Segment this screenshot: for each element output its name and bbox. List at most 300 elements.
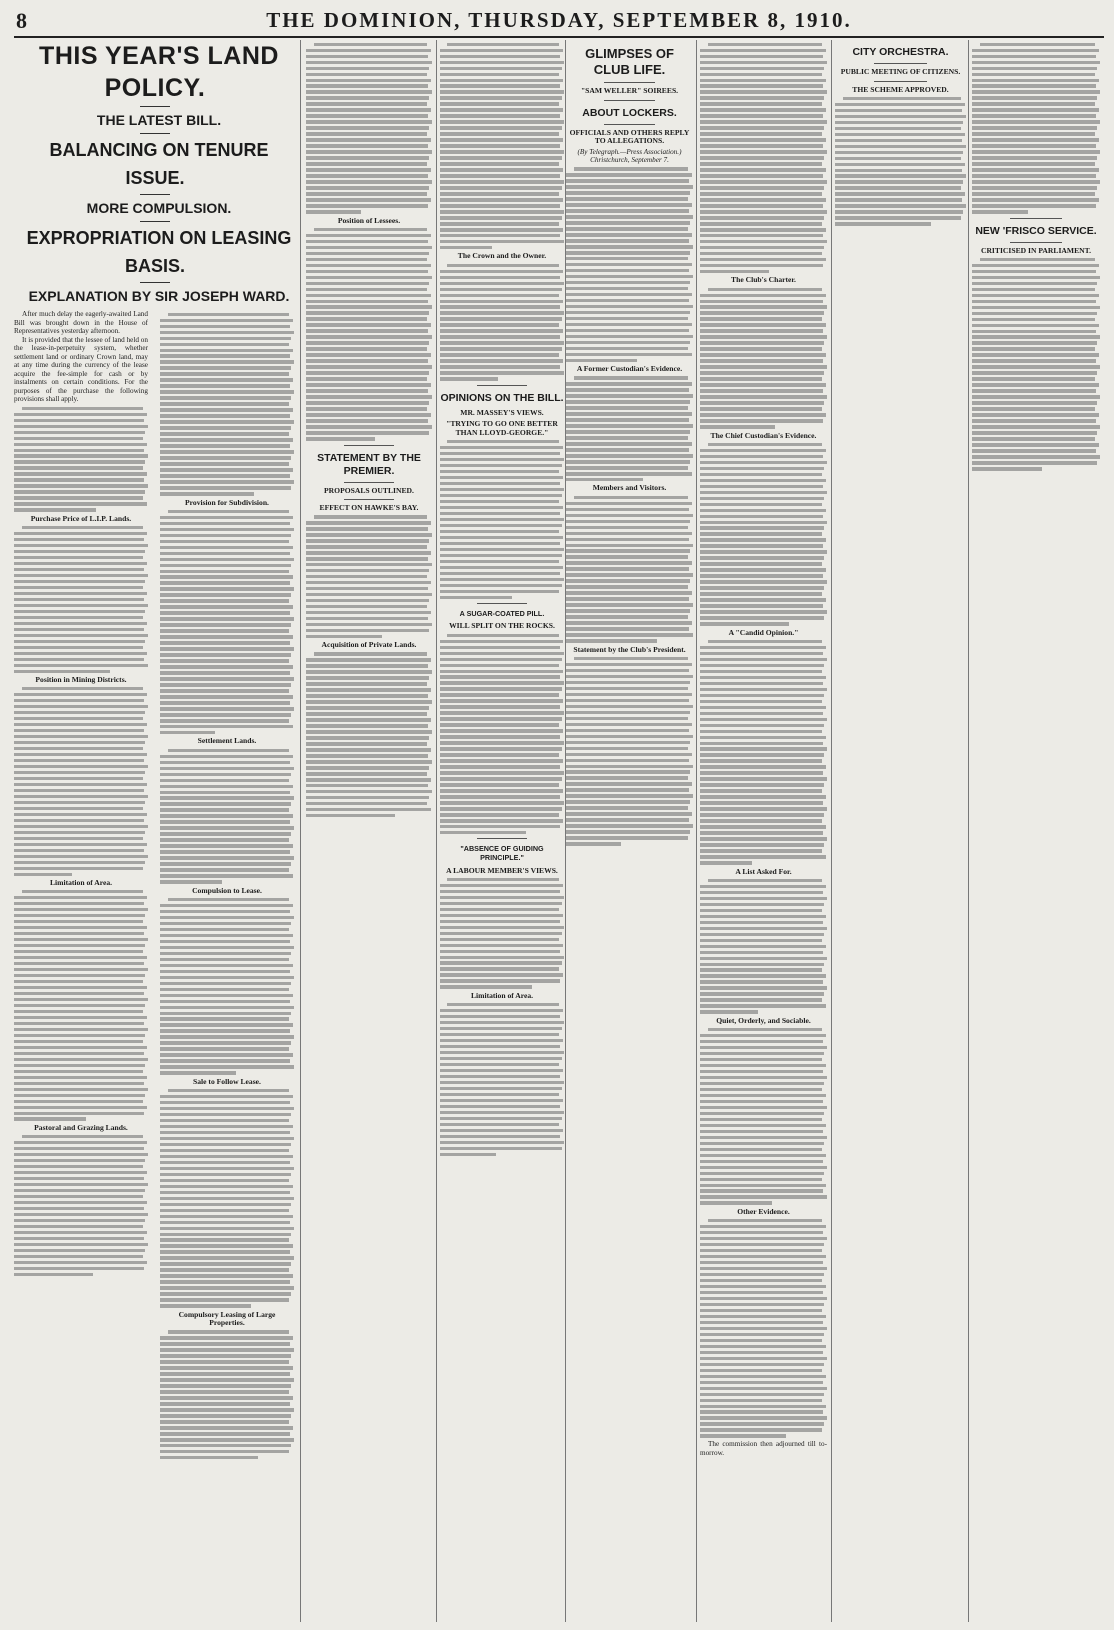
text-line	[972, 132, 1095, 135]
text-line	[700, 174, 823, 177]
text-line	[14, 472, 147, 475]
text-line	[566, 597, 689, 600]
text-line	[566, 735, 693, 738]
text-line	[440, 884, 563, 887]
text-line	[566, 711, 690, 714]
text-line	[835, 180, 963, 183]
text-line	[14, 699, 144, 702]
text-line	[440, 985, 532, 988]
text-line	[708, 1028, 822, 1031]
text-line	[440, 84, 560, 87]
text-line	[306, 204, 428, 207]
text-line	[14, 550, 145, 553]
subhead-former-custodian: A Former Custodian's Evidence.	[576, 364, 683, 374]
text-line	[972, 204, 1096, 207]
text-line	[14, 837, 143, 840]
text-line	[972, 288, 1095, 291]
text-line	[306, 599, 429, 602]
text-line	[160, 1173, 291, 1176]
text-line	[700, 550, 827, 553]
text-line	[160, 396, 291, 399]
text-line	[306, 144, 428, 147]
text-line	[160, 1396, 293, 1399]
text-line	[972, 186, 1097, 189]
text-line	[440, 938, 559, 941]
text-line	[700, 1058, 822, 1061]
text-line	[306, 365, 432, 368]
text-line	[566, 836, 688, 839]
text-line	[700, 186, 824, 189]
text-line	[160, 1107, 294, 1110]
text-line	[160, 952, 291, 955]
text-line	[306, 539, 429, 542]
text-line	[160, 880, 222, 883]
text-line	[440, 1093, 559, 1096]
text-line	[160, 868, 289, 871]
text-line	[566, 788, 689, 791]
text-line	[160, 946, 294, 949]
text-line	[972, 102, 1095, 105]
text-line	[700, 646, 826, 649]
text-line	[700, 957, 827, 960]
body-text	[700, 879, 827, 1014]
text-line	[700, 485, 823, 488]
text-line	[566, 514, 693, 517]
text-line	[708, 443, 822, 446]
text-line	[306, 270, 428, 273]
text-line	[14, 932, 144, 935]
text-line	[306, 575, 427, 578]
text-line	[700, 491, 827, 494]
text-line	[160, 528, 294, 531]
text-line	[700, 1339, 822, 1342]
text-line	[160, 1155, 293, 1158]
text-line	[700, 1195, 827, 1198]
text-line	[700, 532, 822, 535]
orchestra-title: CITY ORCHESTRA.	[852, 46, 949, 58]
text-line	[700, 359, 823, 362]
text-line	[160, 802, 291, 805]
text-line	[566, 806, 688, 809]
body-text	[160, 1330, 294, 1459]
text-line	[440, 276, 560, 279]
text-line	[14, 1058, 148, 1061]
subhead-subdivision: Provision for Subdivision.	[185, 497, 269, 507]
text-line	[980, 43, 1095, 46]
text-line	[700, 789, 822, 792]
text-line	[700, 1237, 827, 1240]
text-line	[306, 73, 427, 76]
text-line	[306, 114, 428, 117]
text-line	[566, 275, 693, 278]
text-line	[160, 856, 294, 859]
subhead-compulsory-large: Compulsory Leasing of Large Properties.	[178, 1309, 276, 1328]
text-line	[972, 341, 1097, 344]
text-line	[440, 890, 560, 893]
text-line	[160, 402, 289, 405]
text-line	[440, 1081, 564, 1084]
text-line	[440, 323, 559, 326]
text-line	[14, 478, 144, 481]
text-line	[972, 389, 1096, 392]
text-line	[566, 699, 689, 702]
text-line	[566, 747, 688, 750]
text-line	[306, 329, 428, 332]
text-line	[314, 228, 427, 231]
text-line	[700, 1225, 826, 1228]
subhead-members-visitors: Members and Visitors.	[592, 483, 667, 493]
text-line	[574, 167, 688, 170]
text-line	[440, 699, 563, 702]
text-line	[700, 783, 824, 786]
text-line	[440, 670, 563, 673]
text-line	[700, 1064, 826, 1067]
text-line	[22, 526, 143, 529]
text-line	[14, 1010, 143, 1013]
text-line	[160, 1167, 294, 1170]
body-text	[700, 443, 827, 626]
text-line	[566, 472, 692, 475]
text-line	[700, 419, 823, 422]
text-line	[160, 832, 291, 835]
text-line	[700, 694, 824, 697]
text-line	[700, 515, 823, 518]
text-line	[566, 675, 693, 678]
text-line	[306, 814, 395, 817]
text-line	[440, 216, 562, 219]
text-line	[700, 1142, 824, 1145]
text-line	[566, 388, 689, 391]
text-line	[700, 538, 826, 541]
text-line	[306, 377, 427, 380]
text-line	[835, 222, 931, 225]
text-line	[160, 1280, 290, 1283]
text-line	[835, 186, 961, 189]
text-line	[700, 1082, 824, 1085]
text-line	[14, 962, 144, 965]
text-line	[14, 801, 145, 804]
divider	[874, 81, 926, 82]
text-line	[700, 198, 826, 201]
text-line	[566, 311, 690, 314]
text-line	[700, 1297, 827, 1300]
text-line	[14, 1022, 144, 1025]
text-line	[306, 808, 431, 811]
club-life-article	[566, 40, 693, 1626]
text-line	[160, 677, 294, 680]
text-line	[700, 586, 824, 589]
text-line	[160, 988, 289, 991]
text-line	[160, 1185, 293, 1188]
text-line	[160, 826, 294, 829]
text-line	[700, 1154, 826, 1157]
body-text	[566, 657, 693, 846]
body-text	[306, 652, 432, 817]
text-line	[700, 120, 827, 123]
text-line	[160, 570, 289, 573]
text-line	[306, 180, 432, 183]
divider	[604, 100, 655, 101]
text-line	[700, 795, 826, 798]
text-line	[972, 144, 1096, 147]
text-line	[566, 753, 692, 756]
text-line	[14, 1070, 143, 1073]
text-line	[700, 861, 752, 864]
text-line	[306, 174, 428, 177]
text-line	[440, 717, 562, 720]
text-line	[160, 1244, 293, 1247]
text-line	[700, 1166, 827, 1169]
text-line	[440, 711, 564, 714]
text-line	[160, 564, 291, 567]
text-line	[314, 43, 427, 46]
text-line	[440, 753, 559, 756]
text-line	[440, 1009, 563, 1012]
text-line	[160, 486, 291, 489]
text-line	[700, 341, 824, 344]
text-line	[700, 1178, 822, 1181]
text-line	[700, 945, 826, 948]
text-line	[700, 556, 824, 559]
text-line	[700, 813, 824, 816]
text-line	[972, 174, 1096, 177]
pill-title: A SUGAR-COATED PILL.	[459, 608, 545, 618]
text-line	[160, 1071, 236, 1074]
text-line	[700, 1309, 822, 1312]
text-line	[440, 222, 559, 225]
text-line	[160, 1456, 258, 1459]
text-line	[440, 664, 559, 667]
text-line	[566, 579, 690, 582]
text-line	[700, 1357, 827, 1360]
text-line	[440, 1045, 560, 1048]
text-line	[14, 777, 143, 780]
text-line	[566, 466, 688, 469]
text-line	[160, 623, 291, 626]
text-line	[160, 683, 291, 686]
text-line	[972, 401, 1097, 404]
text-line	[160, 647, 294, 650]
text-line	[700, 747, 827, 750]
text-line	[14, 1189, 145, 1192]
text-line	[566, 185, 693, 188]
body-text	[700, 288, 827, 429]
text-line	[160, 1450, 289, 1453]
text-line	[160, 970, 290, 973]
text-line	[440, 347, 562, 350]
text-line	[14, 610, 145, 613]
text-line	[440, 506, 563, 509]
text-line	[306, 700, 432, 703]
text-line	[700, 730, 822, 733]
text-line	[160, 659, 289, 662]
subhead-president: Statement by the Club's President.	[573, 644, 686, 654]
text-line	[440, 494, 562, 497]
text-line	[440, 335, 560, 338]
text-line	[566, 197, 688, 200]
text-line	[160, 575, 293, 578]
text-line	[14, 1147, 144, 1150]
text-line	[700, 258, 826, 261]
body-text	[700, 1219, 827, 1438]
text-line	[160, 982, 291, 985]
text-line	[972, 79, 1099, 82]
text-line	[972, 365, 1100, 368]
text-line	[306, 383, 431, 386]
subhead-settlement: Settlement Lands.	[197, 736, 257, 746]
text-line	[972, 120, 1100, 123]
text-line	[566, 603, 693, 606]
text-line	[306, 311, 429, 314]
text-line	[160, 516, 293, 519]
text-line	[440, 294, 559, 297]
text-line	[972, 383, 1099, 386]
land-policy-subcolumn-right	[160, 310, 294, 1622]
text-line	[160, 1006, 294, 1009]
text-line	[160, 546, 293, 549]
text-line	[306, 186, 429, 189]
body-text	[972, 258, 1100, 471]
text-line	[160, 372, 289, 375]
text-line	[160, 1215, 293, 1218]
text-line	[160, 1131, 290, 1134]
text-line	[700, 401, 824, 404]
subhead-candid-opinion: A "Candid Opinion."	[728, 627, 799, 637]
text-line	[306, 162, 427, 165]
text-line	[440, 55, 560, 58]
text-line	[14, 729, 144, 732]
text-line	[160, 1203, 291, 1206]
text-line	[306, 748, 431, 751]
text-line	[700, 736, 826, 739]
text-line	[14, 717, 143, 720]
text-line	[440, 49, 563, 52]
body-text	[566, 376, 693, 481]
text-line	[566, 359, 637, 362]
text-line	[700, 1422, 824, 1425]
text-line	[306, 772, 427, 775]
text-line	[160, 354, 290, 357]
text-line	[306, 210, 361, 213]
text-line	[160, 934, 293, 937]
text-line	[972, 413, 1099, 416]
text-line	[972, 300, 1096, 303]
text-line	[700, 150, 827, 153]
text-line	[700, 855, 826, 858]
text-line	[14, 849, 144, 852]
text-line	[14, 950, 143, 953]
text-line	[835, 145, 966, 148]
text-line	[440, 693, 559, 696]
text-line	[700, 616, 824, 619]
text-line	[440, 914, 563, 917]
text-line	[306, 55, 428, 58]
text-line	[700, 102, 822, 105]
text-line	[440, 144, 560, 147]
text-line	[566, 717, 688, 720]
text-line	[700, 831, 823, 834]
text-line	[566, 502, 692, 505]
text-line	[700, 264, 823, 267]
text-line	[440, 452, 560, 455]
text-line	[14, 867, 143, 870]
text-line	[306, 718, 431, 721]
text-line	[14, 1177, 144, 1180]
body-text	[700, 640, 827, 865]
text-line	[700, 706, 826, 709]
text-line	[700, 473, 822, 476]
text-line	[160, 928, 289, 931]
column-rule	[968, 40, 969, 1622]
text-line	[700, 407, 822, 410]
text-line	[160, 390, 294, 393]
text-line	[14, 1183, 148, 1186]
text-line	[700, 132, 822, 135]
text-line	[440, 234, 560, 237]
text-line	[14, 1141, 147, 1144]
text-line	[700, 353, 826, 356]
text-line	[14, 1255, 143, 1258]
body-text	[440, 634, 564, 835]
statement-title: STATEMENT BY THE PREMIER.	[317, 451, 421, 477]
text-line	[440, 1141, 564, 1144]
text-line	[440, 371, 564, 374]
text-line	[700, 144, 823, 147]
text-line	[972, 461, 1097, 464]
text-line	[574, 376, 688, 379]
text-line	[160, 1378, 294, 1381]
text-line	[160, 408, 293, 411]
text-line	[700, 455, 823, 458]
text-line	[972, 276, 1100, 279]
text-line	[160, 1227, 294, 1230]
text-line	[160, 587, 294, 590]
orchestra-deck: PUBLIC MEETING OF CITIZENS.	[840, 67, 961, 76]
text-line	[14, 640, 145, 643]
text-line	[566, 824, 693, 827]
text-line	[160, 366, 291, 369]
text-line	[566, 567, 689, 570]
body-text	[160, 749, 294, 884]
text-line	[306, 341, 429, 344]
text-line	[160, 343, 289, 346]
text-line	[972, 168, 1099, 171]
text-line	[14, 1267, 144, 1270]
text-line	[835, 210, 963, 213]
text-line	[700, 96, 824, 99]
text-line	[440, 705, 560, 708]
text-line	[14, 532, 147, 535]
text-line	[972, 90, 1100, 93]
text-line	[566, 227, 688, 230]
text-line	[14, 1106, 147, 1109]
text-line	[160, 534, 291, 537]
text-line	[306, 395, 432, 398]
text-line	[574, 496, 688, 499]
text-line	[160, 785, 293, 788]
text-line	[440, 150, 564, 153]
text-line	[14, 998, 148, 1001]
text-line	[700, 126, 824, 129]
text-line	[14, 1046, 147, 1049]
text-line	[700, 1315, 826, 1318]
text-line	[306, 694, 428, 697]
land-policy-article	[14, 40, 296, 1626]
text-line	[700, 240, 827, 243]
text-line	[972, 443, 1099, 446]
body-text	[160, 313, 294, 496]
text-line	[160, 904, 293, 907]
